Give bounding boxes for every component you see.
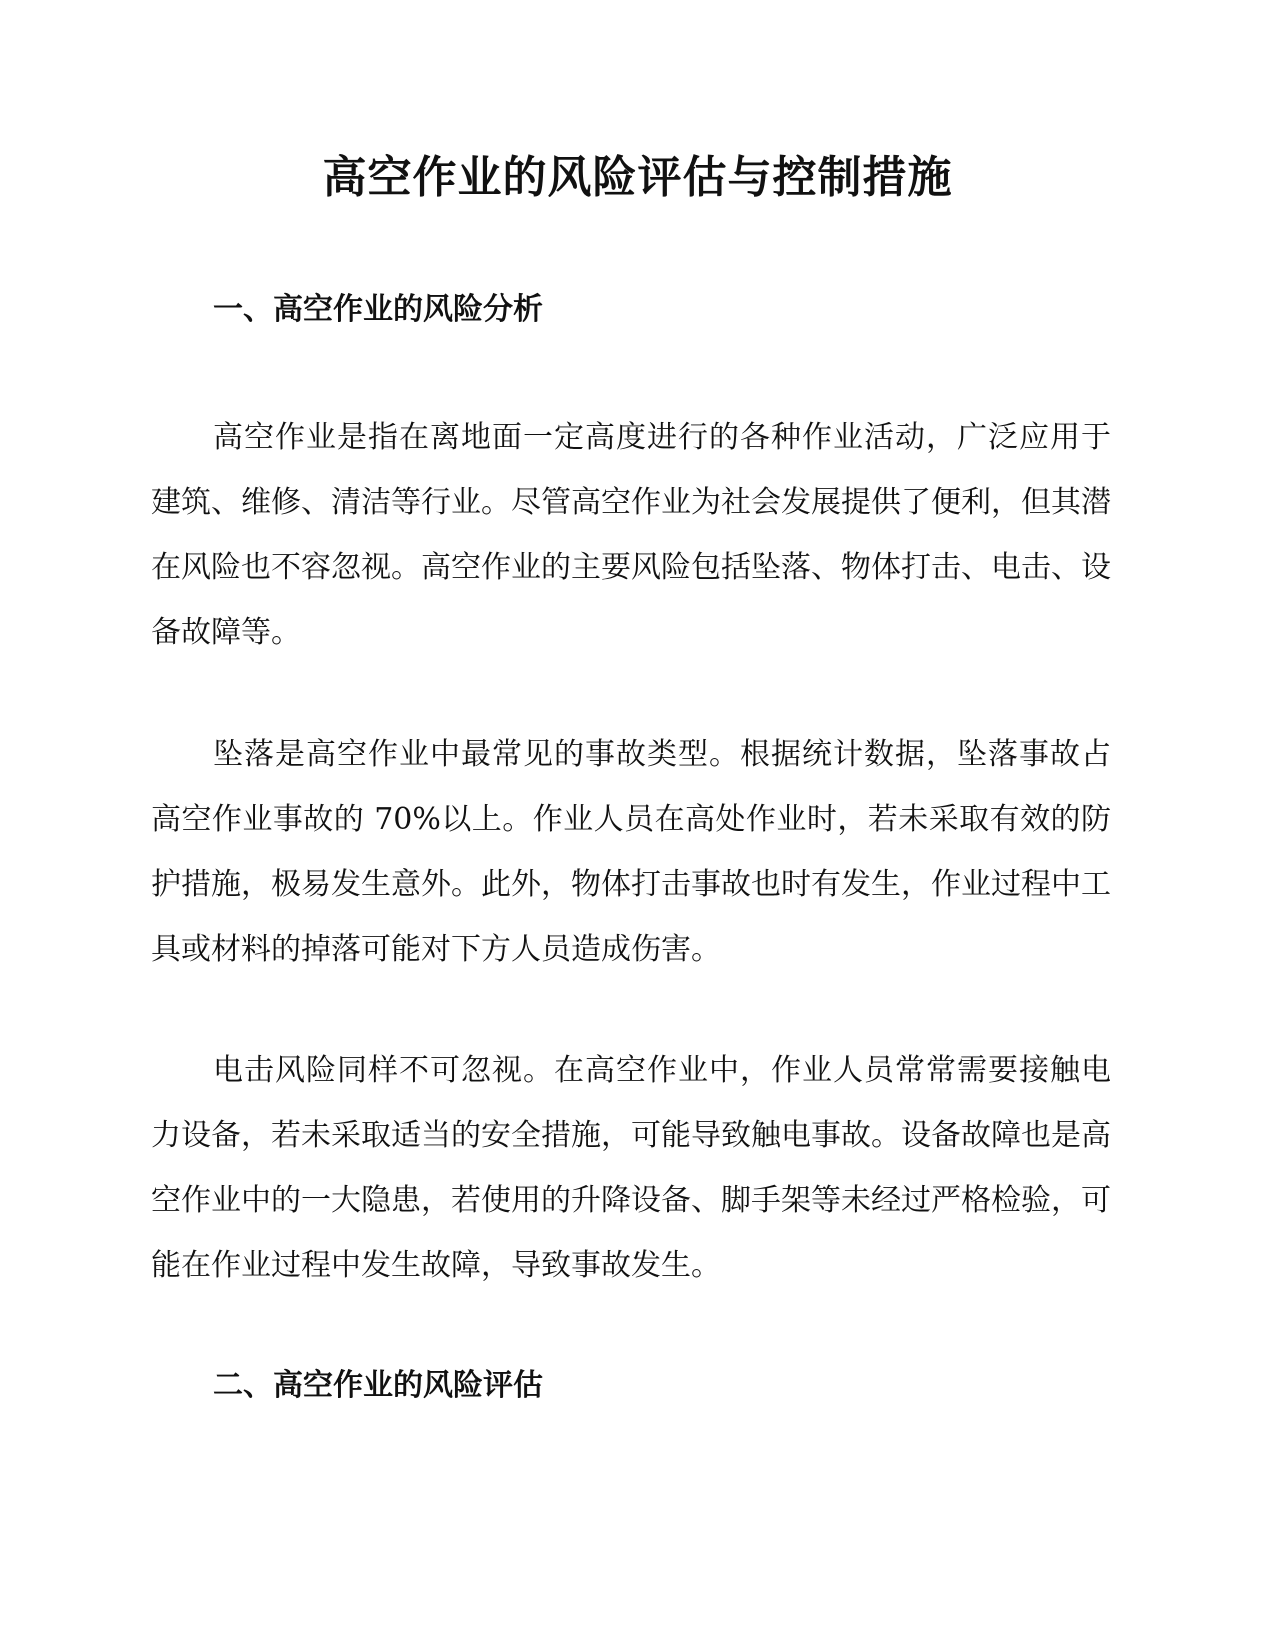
paragraph-electric-shock: 电击风险同样不可忽视。在高空作业中，作业人员常常需要接触电力设备，若未采取适当的安全措施，可能导致触电事故。设备故障也是高空作业中的一大隐患，若使用的升降设备、脚手架等未经过严格检验，可能在作业过程中发生故障，导致事故发生。 [151,1053,1111,1283]
section-heading-risk-assessment: 二、高空作业的风险评估 [213,1368,543,1403]
section-heading-risk-analysis: 一、高空作业的风险分析 [213,292,543,327]
paragraph-falls: 坠落是高空作业中最常见的事故类型。根据统计数据，坠落事故占高空作业事故的 70%以上。作业人员在高处作业时，若未采取有效的防护措施，极易发生意外。此外，物体打击事故也时有发生，作业过程中工具或材料的掉落可能对下方人员造成伤害。 [151,737,1111,967]
document-title: 高空作业的风险评估与控制措施 [322,152,953,203]
paragraph-intro: 高空作业是指在离地面一定高度进行的各种作业活动，广泛应用于建筑、维修、清洁等行业。尽管高空作业为社会发展提供了便利，但其潜在风险也不容忽视。高空作业的主要风险包括坠落、物体打击、电击、设备故障等。 [151,420,1111,650]
